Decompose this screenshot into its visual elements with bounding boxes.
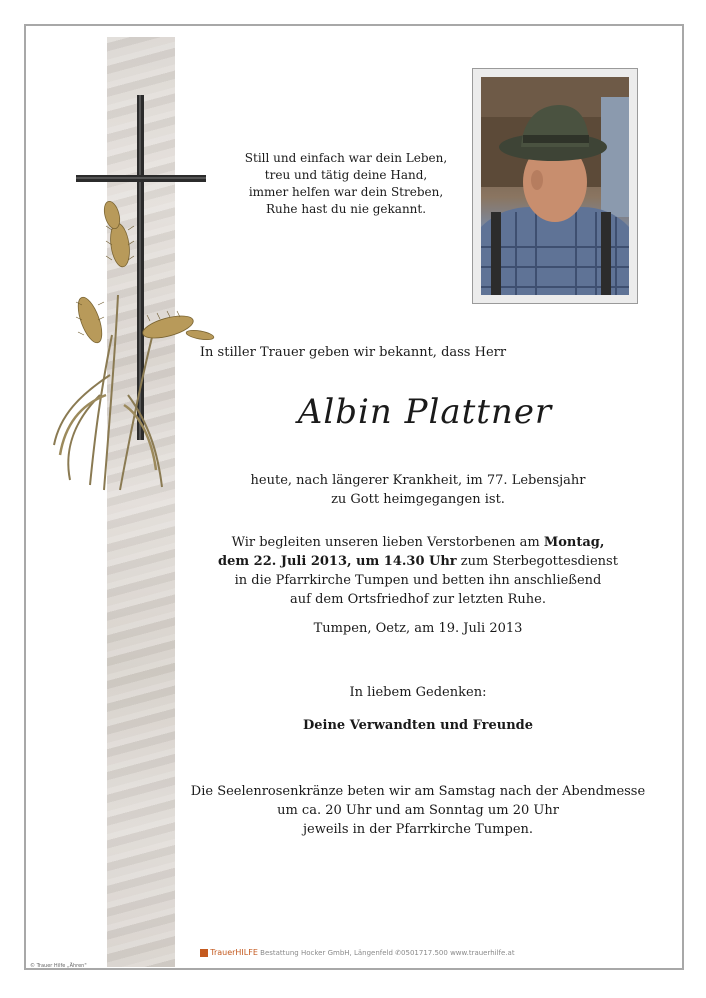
poem-line: Still und einfach war dein Leben, bbox=[244, 151, 448, 165]
funeral-line bbox=[0, 533, 706, 552]
portrait-frame bbox=[472, 68, 638, 304]
funeral-line: in die Pfarrkirche Tumpen und betten ihn anschließend bbox=[234, 573, 602, 588]
mourners: Deine Verwandten und Freunde bbox=[302, 718, 534, 733]
rosary-notice bbox=[0, 782, 706, 839]
poem-line: immer helfen war dein Streben, bbox=[248, 185, 444, 199]
rosary-line: um ca. 20 Uhr und am Sonntag um 20 Uhr bbox=[277, 803, 559, 818]
brand-logo-icon bbox=[200, 949, 208, 957]
rosary-line: jeweils in der Pfarrkirche Tumpen. bbox=[302, 822, 534, 837]
announcement: In stiller Trauer geben wir bekannt, dass Herr bbox=[199, 345, 507, 360]
poem-line: Ruhe hast du nie gekannt. bbox=[265, 202, 427, 216]
funeral-datetime: dem 22. Juli 2013, um 14.30 Uhr bbox=[218, 554, 457, 569]
funeral-details bbox=[0, 533, 706, 609]
phone: ✆0501717.500 bbox=[395, 949, 448, 957]
footer bbox=[200, 948, 530, 957]
deceased-name: Albin Plattner bbox=[297, 392, 553, 432]
passing-line: heute, nach längerer Krankheit, im 77. Lebensjahr bbox=[250, 473, 586, 488]
copyright: © Trauer Hilfe „Ähren" bbox=[30, 963, 87, 969]
funeral-day: Montag, bbox=[543, 535, 605, 550]
poem bbox=[236, 150, 456, 218]
poem-line: treu und tätig deine Hand, bbox=[264, 168, 428, 182]
rosary-line: Die Seelenrosenkränze beten wir am Samstag nach der Abendmesse bbox=[190, 784, 646, 799]
funeral-line bbox=[0, 552, 706, 571]
funeral-text: zum Sterbegottesdienst bbox=[456, 554, 618, 569]
funeral-line: auf dem Ortsfriedhof zur letzten Ruhe. bbox=[290, 592, 546, 607]
company-name: Bestattung Hocker GmbH, Längenfeld bbox=[260, 949, 393, 957]
funeral-text: Wir begleiten unseren lieben Verstorbenen am bbox=[231, 535, 544, 550]
website: www.trauerhilfe.at bbox=[450, 949, 515, 957]
cross-with-wheat-icon bbox=[40, 95, 240, 495]
place-date: Tumpen, Oetz, am 19. Juli 2013 bbox=[313, 621, 523, 636]
passing-notice bbox=[0, 471, 706, 509]
portrait-photo bbox=[481, 77, 629, 295]
passing-line: zu Gott heimgegangen ist. bbox=[331, 492, 505, 507]
remembrance-heading: In liebem Gedenken: bbox=[349, 685, 487, 700]
brand-name: TrauerHILFE bbox=[210, 948, 258, 957]
